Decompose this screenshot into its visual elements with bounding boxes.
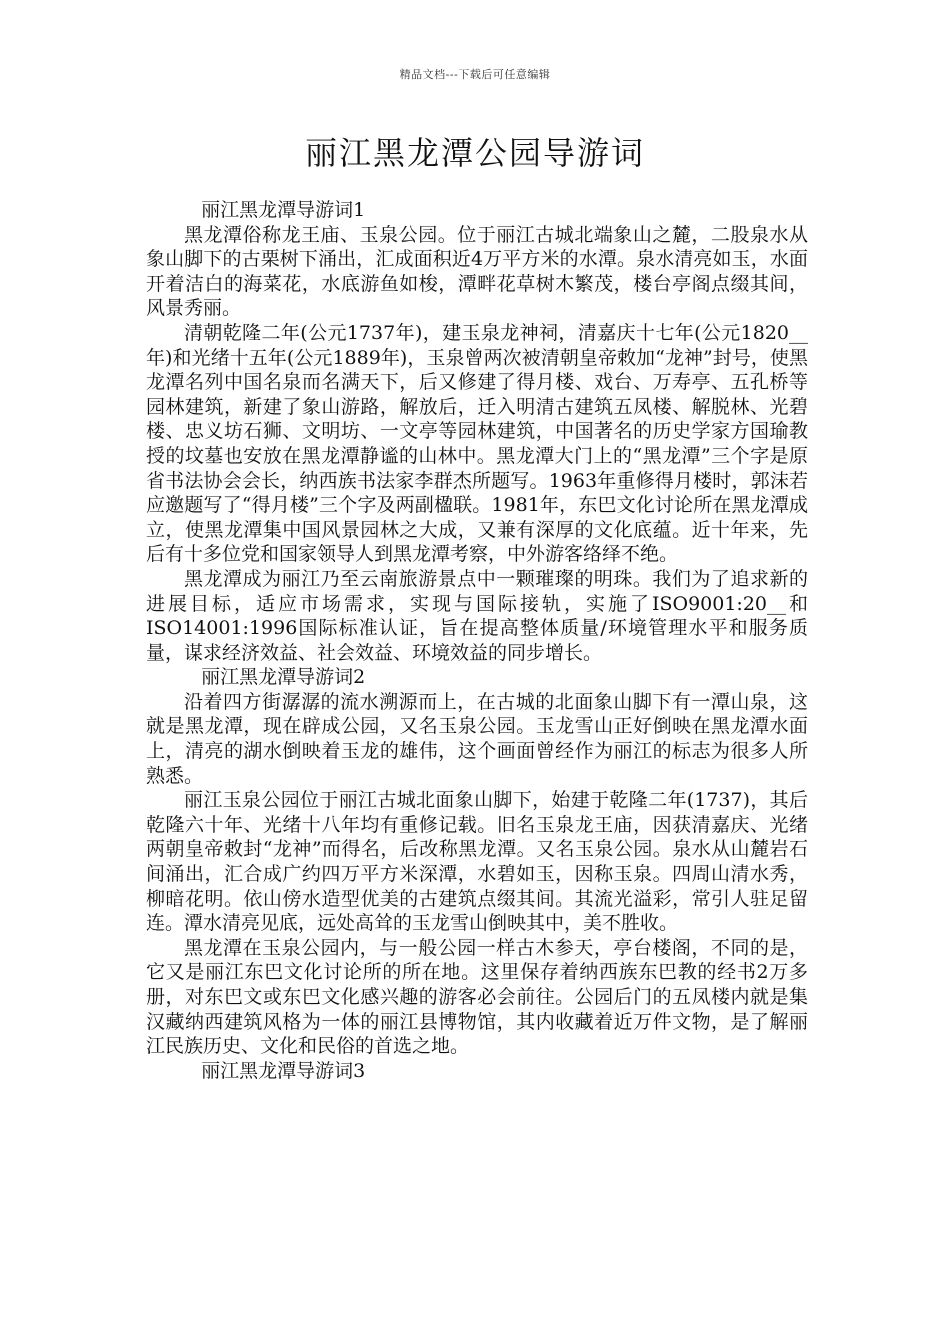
section-heading-3: 丽江黑龙潭导游词3 xyxy=(201,1059,366,1082)
document-title: 丽江黑龙潭公园导游词 xyxy=(304,134,645,172)
paragraph: 黑龙潭成为丽江乃至云南旅游景点中一颗璀璨的明珠。我们为了追求新的进展目标，适应市场需求，实现与国际接轨，实施了ISO9001:20__和ISO14001:1996国际标准认证，旨在提高整体质量/环境管理水平和服务质量，谋求经济效益、社会效益、环境效益的同步增长。 xyxy=(146,567,808,664)
paragraph: 清朝乾隆二年(公元1737年)，建玉泉龙神祠，清嘉庆十七年(公元1820__年)和光绪十五年(公元1889年)，玉泉曾两次被清朝皇帝敕加“龙神”封号，使黑龙潭名列中国名泉而名满天下，后又修建了得月楼、戏台、万寿亭、五孔桥等园林建筑，新建了象山游路，解放后，迁入明清古建筑五凤楼、解脱林、光碧楼、忠义坊石狮、文明坊、一文亭等园林建筑，中国著名的历史学家方国瑜教授的坟墓也安放在黑龙潭静谧的山林中。黑龙潭大门上的“黑龙潭”三个字是原省书法协会会长，纳西族书法家李群杰所题写。1963年重修得月楼时，郭沫若应邀题写了“得月楼”三个字及两副楹联。1981年，东巴文化讨论所在黑龙潭成立，使黑龙潭集中国风景园林之大成，又兼有深厚的文化底蕴。近十年来，先后有十多位党和国家领导人到黑龙潭考察，中外游客络绎不绝。 xyxy=(146,321,808,566)
paragraph: 黑龙潭在玉泉公园内，与一般公园一样古木参天，亭台楼阁，不同的是，它又是丽江东巴文化讨论所的所在地。这里保存着纳西族东巴教的经书2万多册，对东巴文或东巴文化感兴趣的游客必会前往。公园后门的五凤楼内就是集汉藏纳西建筑风格为一体的丽江县博物馆，其内收藏着近万件文物，是了解丽江民族历史、文化和民俗的首选之地。 xyxy=(146,936,808,1058)
paragraph: 丽江玉泉公园位于丽江古城北面象山脚下，始建于乾隆二年(1737)，其后乾隆六十年、光绪十八年均有重修记载。旧名玉泉龙王庙，因获清嘉庆、光绪两朝皇帝敕封“龙神”而得名，后改称黑龙潭。又名玉泉公园。泉水从山麓岩石间涌出，汇合成广约四万平方米深潭，水碧如玉，因称玉泉。四周山清水秀，柳暗花明。依山傍水造型优美的古建筑点缀其间。其流光溢彩，常引人驻足留连。潭水清亮见底，远处高耸的玉龙雪山倒映其中，美不胜收。 xyxy=(146,789,808,935)
section-heading-2: 丽江黑龙潭导游词2 xyxy=(201,666,366,689)
section-heading-1: 丽江黑龙潭导游词1 xyxy=(201,199,366,221)
document-body xyxy=(146,198,808,1083)
paragraph: 黑龙潭俗称龙王庙、玉泉公园。位于丽江古城北端象山之麓，二股泉水从象山脚下的古栗树下涌出，汇成面积近4万平方米的水潭。泉水清亮如玉，水面开着洁白的海菜花，水底游鱼如梭，潭畔花草树木繁茂，楼台亭阁点缀其间，风景秀丽。 xyxy=(146,223,808,320)
header-note: 精品文档---下载后可任意编辑 xyxy=(399,68,551,81)
paragraph: 沿着四方街潺潺的流水溯源而上，在古城的北面象山脚下有一潭山泉，这就是黑龙潭，现在辟成公园，又名玉泉公园。玉龙雪山正好倒映在黑龙潭水面上，清亮的湖水倒映着玉龙的雄伟，这个画面曾经作为丽江的标志为很多人所熟悉。 xyxy=(146,690,808,787)
